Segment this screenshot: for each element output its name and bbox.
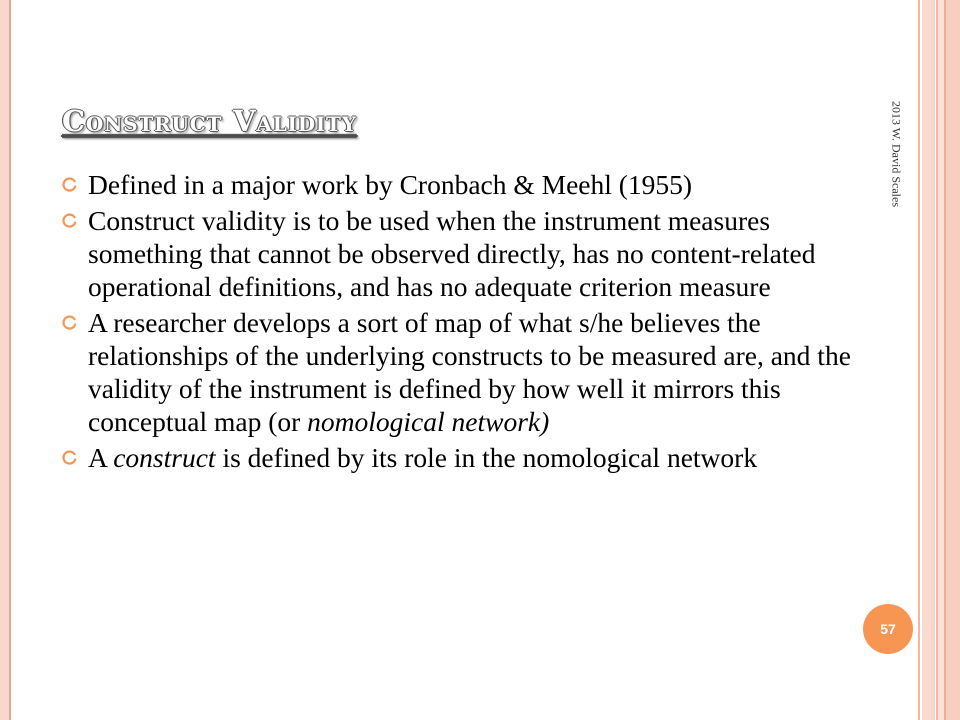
bullet-list [62,168,882,477]
bullet-text-italic: construct [113,442,216,473]
bullet-icon [62,213,77,228]
bullet-text: Defined in a major work by Cronbach & Meehl (1955) [88,169,693,200]
bullet-icon [62,177,77,192]
bullet-item [62,168,882,201]
right-stripe [922,0,931,720]
right-stripe [946,0,960,720]
bullet-item [62,306,882,438]
copyright-note: 2013 W. David Scales [889,101,904,207]
bullet-item [62,441,882,474]
bullet-item [62,204,882,303]
left-border [0,0,9,720]
page-number-badge: 57 [863,604,913,654]
left-border-line [9,0,11,720]
bullet-text: A [88,442,114,473]
bullet-text-italic: nomological network) [307,406,550,437]
bullet-icon [62,315,77,330]
bullet-text: A researcher develops a sort of map of what s/he believes the relationships of the underlying constructs to be measured are, and the validity of the instrument is defined by how well it mirrors this conceptual map (or [88,307,851,437]
right-stripe [918,0,920,720]
bullet-text: Construct validity is to be used when the instrument measures something that cannot be observed directly, has no content-related operational definitions, and has no adequate criterion measure [88,205,816,302]
bullet-icon [62,450,77,465]
slide-title: Construct Validity [62,104,357,138]
bullet-text: is defined by its role in the nomological network [215,442,758,473]
right-stripe [931,0,935,720]
